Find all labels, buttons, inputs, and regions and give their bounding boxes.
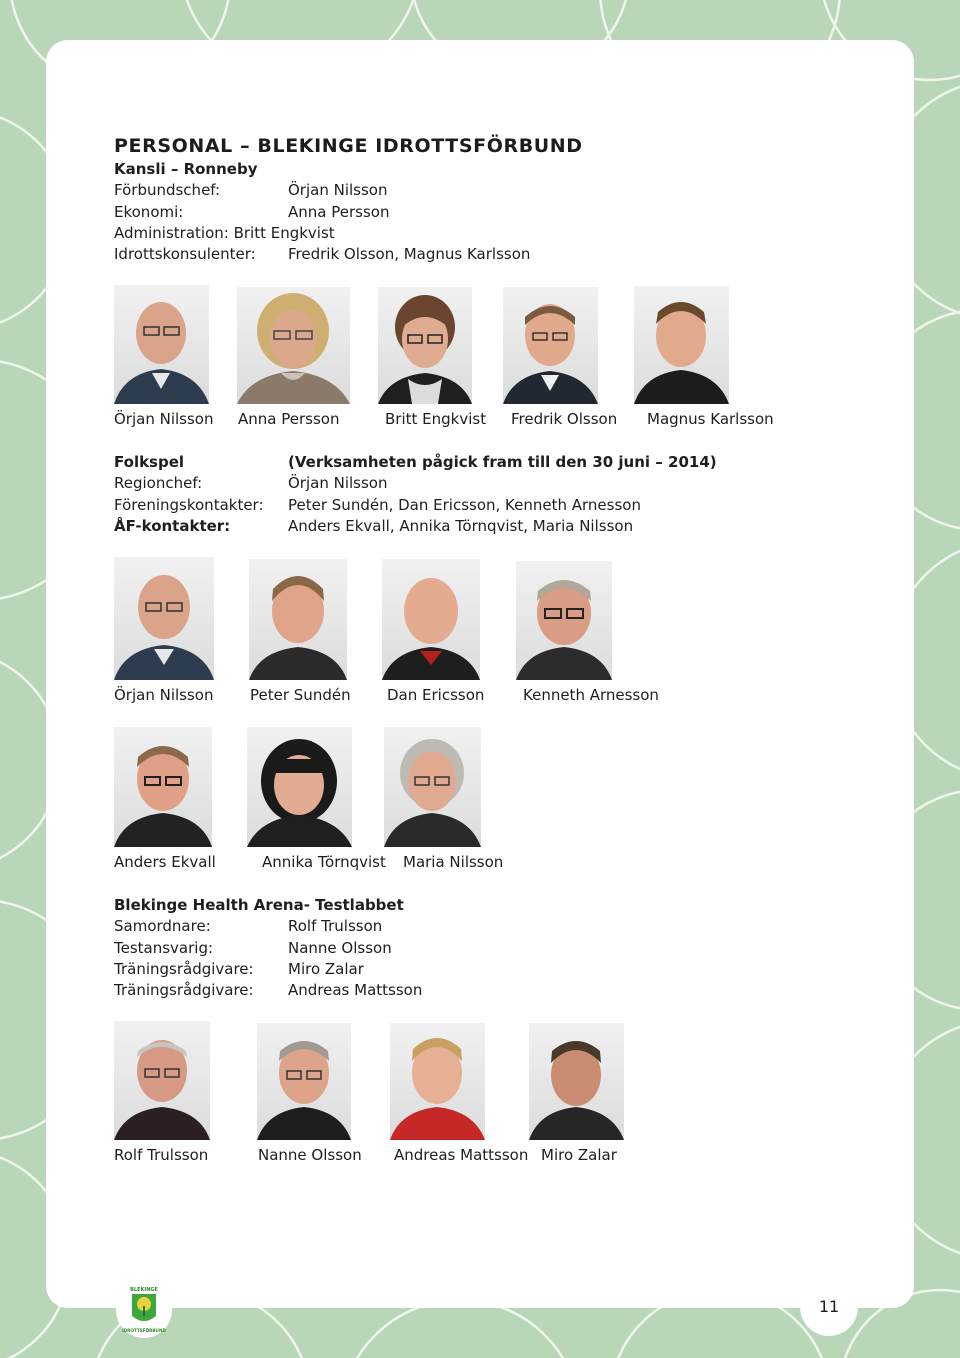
row-value: Nanne Olsson (288, 939, 392, 957)
row-label: Testansvarig: (114, 939, 214, 957)
row-value: Örjan Nilsson (288, 181, 388, 199)
portrait-photo (114, 1021, 210, 1140)
portrait-caption: Magnus Karlsson (647, 410, 774, 428)
svg-text:BLEKINGE: BLEKINGE (130, 1287, 158, 1293)
row-label: Förbundschef: (114, 181, 221, 199)
portrait-caption: Anna Persson (238, 410, 340, 428)
row-label: Föreningskontakter: (114, 496, 264, 514)
portrait-photo (382, 559, 480, 680)
page-number: 11 (800, 1278, 858, 1336)
row-value: Anna Persson (288, 203, 390, 221)
row-label: Ekonomi: (114, 203, 184, 221)
portrait-photo (516, 561, 612, 680)
portrait-caption: Britt Engkvist (385, 410, 487, 428)
portrait-photo (378, 287, 472, 404)
portrait-photo (114, 557, 214, 680)
section-heading: Blekinge Health Arena- Testlabbet (114, 896, 404, 914)
portrait-caption: Andreas Mattsson (394, 1146, 529, 1164)
portrait-photo (247, 727, 352, 847)
row-label: Samordnare: (114, 917, 211, 935)
row-label: ÅF-kontakter: (114, 517, 231, 535)
portrait-caption: Fredrik Olsson (511, 410, 618, 428)
portrait-caption: Örjan Nilsson (114, 686, 214, 704)
blekinge-logo (116, 1282, 172, 1338)
row-value: Andreas Mattsson (288, 981, 423, 999)
row-label: Regionchef: (114, 474, 203, 492)
portrait-photo (237, 287, 350, 404)
portrait-caption: Annika Törnqvist (262, 853, 386, 871)
portrait-caption: Dan Ericsson (387, 686, 485, 704)
tree-emblem-icon (116, 1282, 172, 1338)
portrait-photo (114, 285, 209, 404)
row-value: Örjan Nilsson (288, 474, 388, 492)
portrait-caption: Örjan Nilsson (114, 410, 214, 428)
row-label: Träningsrådgivare: (114, 960, 254, 978)
portrait-photo (634, 286, 729, 404)
section-note: (Verksamheten pågick fram till den 30 juni – 2014) (288, 453, 717, 471)
portrait-photo (384, 727, 481, 847)
svg-text:IDROTTSFÖRBUND: IDROTTSFÖRBUND (122, 1328, 166, 1333)
portrait-photo (390, 1023, 485, 1140)
row-value: Miro Zalar (288, 960, 364, 978)
portrait-caption: Maria Nilsson (403, 853, 504, 871)
portrait-photo (529, 1023, 624, 1140)
portrait-photo (503, 287, 598, 404)
row-value: Peter Sundén, Dan Ericsson, Kenneth Arnesson (288, 496, 641, 514)
page-title: PERSONAL – BLEKINGE IDROTTSFÖRBUND (114, 135, 583, 157)
row-label: Administration: Britt Engkvist (114, 224, 335, 242)
office-subtitle: Kansli – Ronneby (114, 160, 258, 178)
portrait-caption: Rolf Trulsson (114, 1146, 209, 1164)
portrait-photo (257, 1023, 351, 1140)
portrait-caption: Peter Sundén (250, 686, 351, 704)
row-label: Idrottskonsulenter: (114, 245, 256, 263)
portrait-photo (114, 727, 212, 847)
section-heading: Folkspel (114, 453, 185, 471)
row-label: Träningsrådgivare: (114, 981, 254, 999)
portrait-caption: Anders Ekvall (114, 853, 216, 871)
portrait-photo (249, 559, 347, 680)
row-value: Anders Ekvall, Annika Törnqvist, Maria Nilsson (288, 517, 634, 535)
row-value: Fredrik Olsson, Magnus Karlsson (288, 245, 531, 263)
portrait-caption: Miro Zalar (541, 1146, 617, 1164)
portrait-caption: Nanne Olsson (258, 1146, 362, 1164)
row-value: Rolf Trulsson (288, 917, 383, 935)
portrait-caption: Kenneth Arnesson (523, 686, 659, 704)
